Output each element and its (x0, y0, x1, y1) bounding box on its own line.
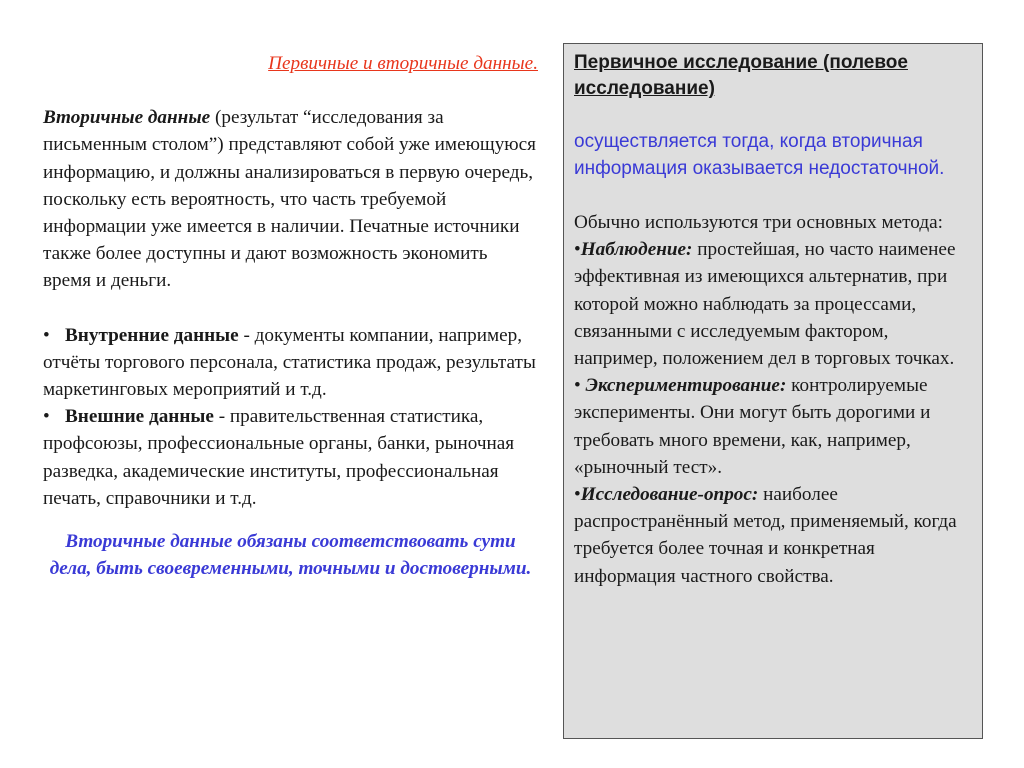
primary-research-definition: осуществляется тогда, когда вторичная информация оказывается недостаточной. (574, 131, 945, 179)
primary-research-title: Первичное исследование (полевое исследование) (574, 52, 908, 99)
method-experiment (574, 372, 972, 481)
spacer (574, 102, 972, 128)
experiment-text: контролируемые эксперименты. Они могут быть дорогими и требовать много времени, как, например, «рыночный тест». (574, 375, 931, 478)
observation-text: простейшая, но часто наименее эффективная из имеющихся альтернатив, при которой можно наблюдать за процессами, связанными с исследуемым фактором, например, положением дел в торговых точках. (574, 239, 956, 370)
bullet-icon: • (43, 406, 50, 428)
internal-data-term: Внутренние данные (65, 324, 239, 346)
bullet-icon: • (574, 375, 581, 397)
experiment-term: Экспериментирование: (585, 375, 787, 397)
observation-term: Наблюдение: (580, 239, 693, 261)
external-data-text: - правительственная статистика, профсоюзы, профессиональные органы, банки, рыночная разведка, академические институты, профессиональная печать, справочники и т.д. (43, 406, 515, 509)
bullet-icon: • (574, 239, 581, 261)
spacer (574, 182, 972, 209)
method-observation (574, 236, 972, 372)
external-data-term: Внешние данные (65, 406, 214, 428)
methods-intro: Обычно используются три основных метода: (574, 212, 943, 233)
section-title: Первичные и вторичные данные. (268, 53, 538, 74)
method-survey (574, 481, 972, 590)
bullet-icon: • (574, 484, 581, 506)
secondary-data-term: Вторичные данные (43, 107, 211, 129)
internal-data-item (43, 322, 538, 404)
external-data-item (43, 403, 538, 512)
secondary-data-paragraph (43, 104, 538, 294)
spacer (43, 295, 538, 322)
primary-research-box (563, 43, 983, 739)
conclusion-text: Вторичные данные обязаны соответствовать сути дела, быть своевременными, точными и достоверными. (49, 531, 532, 580)
bullet-icon: • (43, 324, 50, 346)
left-column (43, 50, 538, 582)
methods-list (574, 209, 972, 590)
survey-text: наиболее распространённый метод, применяемый, когда требуется более точная и конкретная информация частного свойства. (574, 484, 957, 587)
secondary-data-text: (результат “исследования за письменным столом”) представляют собой уже имеющуюся информацию, и должны анализироваться в первую очередь, поскольку есть вероятность, что часть требуемой информации уже имеется в наличии. Печатные источники также более доступны и дают возможность экономить время и деньги. (43, 107, 536, 292)
internal-data-text: - документы компании, например, отчёты торгового персонала, статистика продаж, результаты маркетинговых мероприятий и т.д. (43, 324, 536, 401)
survey-term: Исследование-опрос: (580, 484, 759, 506)
